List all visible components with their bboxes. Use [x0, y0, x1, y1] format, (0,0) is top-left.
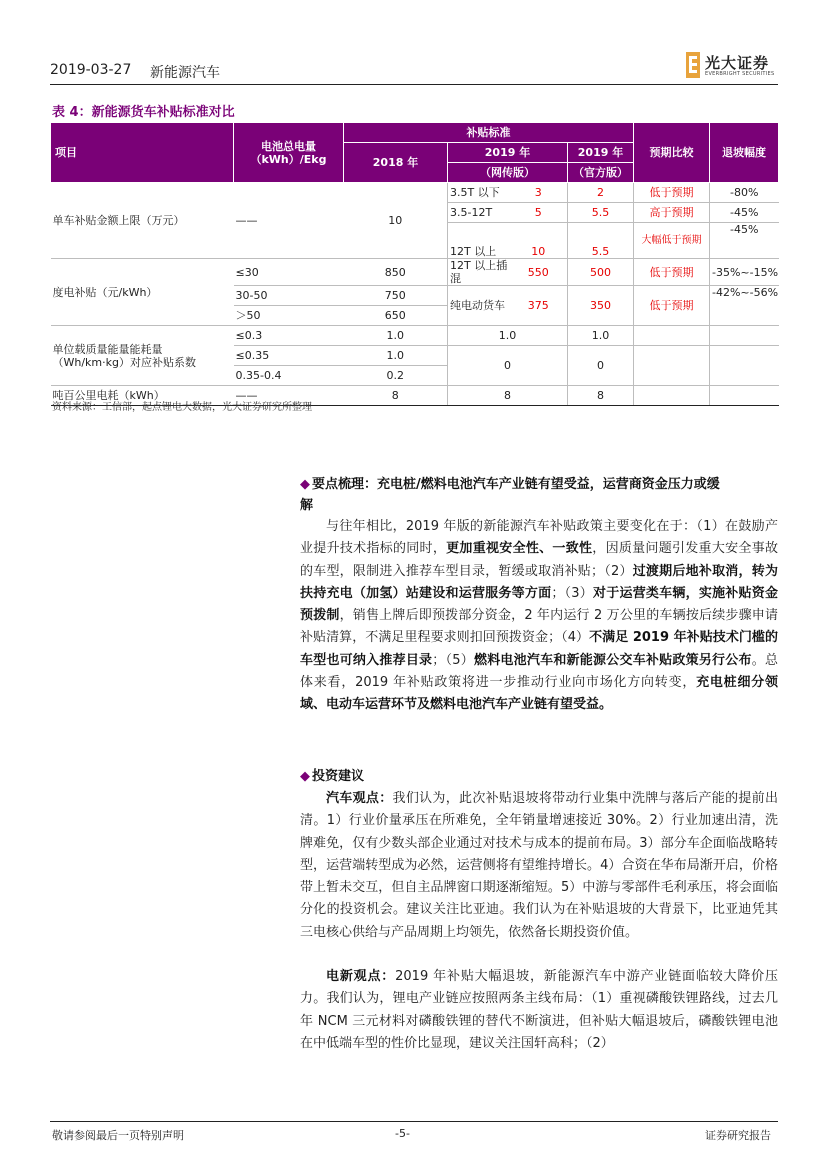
cell: 3 [510, 183, 568, 203]
th-2019-official: 2019 年 [568, 143, 634, 163]
diamond-bullet-icon: ◆ [300, 477, 310, 492]
cell [634, 326, 710, 346]
cell: 3.5T 以下 [448, 183, 510, 203]
cell: 650 [344, 306, 448, 326]
cell: ＞50 [234, 306, 344, 326]
cell: ≤0.3 [234, 326, 344, 346]
row-label-energy: 单位载质量能量能耗量 （Wh/km·kg）对应补贴系数 [51, 326, 234, 386]
cell: 8 [344, 386, 448, 406]
cell: 低于预期 [634, 183, 710, 203]
cell: 5 [510, 203, 568, 223]
cell: 8 [448, 386, 568, 406]
cell: 5.5 [568, 203, 634, 223]
th-decline: 退坡幅度 [710, 123, 779, 183]
th-2019-leaked-sub: （网传版） [448, 163, 568, 183]
auto-view-paragraph: 汽车观点：我们认为，此次补贴退坡将带动行业集中洗牌与落后产能的提前出清。1）行业价量承压在所难免，全年销量增速接近 30%。2）行业加速出清，洗牌难免，仅有少数头部企业通过对技术与成本的提前布局。3）部分车企面临战略转型，运营端转型成为必然，运营侧将有望维持增长。4）合资在华布局渐开启，价格带上暂未交互，但自主品牌窗口期逐渐缩短。5）中游与零部件毛利承压，将会面临分化的投资机会。建议关注比亚迪。我们认为在补贴退坡的大背景下，比亚迪凭其三电核心供给与产品周期上均领先，依然备长期投资价值。 [300, 791, 778, 940]
cell [710, 326, 779, 346]
subsidy-table [50, 122, 778, 406]
th-subsidy: 补贴标准 [344, 123, 634, 143]
cell: 0.2 [344, 366, 448, 386]
cell: 500 [568, 259, 634, 286]
cell: 10 [510, 223, 568, 259]
cell: 375 [510, 286, 568, 326]
cell: 30-50 [234, 286, 344, 306]
cell: 12T 以上 [448, 223, 510, 259]
company-logo [686, 52, 786, 82]
cell: 750 [344, 286, 448, 306]
row-label-ton: 吨百公里电耗（kWh） [51, 386, 234, 406]
cell: 1.0 [448, 326, 568, 346]
section-heading-invest: ◆ 投资建议 [300, 769, 365, 784]
cell: 5.5 [568, 223, 634, 259]
th-item: 项目 [51, 123, 234, 183]
cell: 3.5-12T [448, 203, 510, 223]
cell: 高于预期 [634, 203, 710, 223]
cell: 550 [510, 259, 568, 286]
electric-view-paragraph: 电新观点：2019 年补贴大幅退坡，新能源汽车中游产业链面临较大降价压力。我们认为，锂电产业链应按照两条主线布局：（1）重视磷酸铁锂路线，过去几年 NCM 三元材料对磷酸铁锂的替代不断演进，但补贴大幅退坡后，磷酸铁锂电池在中低端车型的性价比显现，建议关注国轩高科；（2） [300, 969, 778, 1051]
report-date: 2019-03-27 [50, 62, 132, 78]
cell: 1.0 [344, 326, 448, 346]
summary-paragraph: 与往年相比，2019 年版的新能源汽车补贴政策主要变化在于：（1）在鼓励产业提升技术指标的同时，更加重视安全性、一致性，因质量问题引发重大安全事故的车型，限制进入推荐车型目录，暂缓或取消补贴；（2）过渡期后地补取消，转为扶持充电（加氢）站建设和运营服务等方面；（3）对于运营类车辆，实施补贴资金预拨制，销售上牌后即预拨部分资金，2 年内运行 2 万公里的车辆按后续步骤申请补贴清算，不满足里程要求则扣回预拨资金；（4）不满足 2019 年补贴技术门槛的车型也可纳入推荐目录；（5）燃料电池汽车和新能源公交车补贴政策另行公布。总体来看，2019 年补贴政策将进一步推动行业向市场化方向转变，充电桩细分领域、电动车运营环节及燃料电池汽车产业链有望受益。 [300, 519, 778, 713]
cell: 8 [568, 386, 634, 406]
report-sector: 新能源汽车 [150, 65, 220, 81]
cell: 1.0 [568, 326, 634, 346]
cell: -80% [710, 183, 779, 203]
cell [710, 346, 779, 386]
logo-subtitle: EVERBRIGHT SECURITIES [705, 71, 775, 77]
cell [634, 346, 710, 386]
cell: —— [234, 183, 344, 259]
cell: 10 [344, 183, 448, 259]
cell: 大幅低于预期 [634, 223, 710, 259]
cell: 350 [568, 286, 634, 326]
cell: 纯电动货车 [448, 286, 510, 326]
th-compare: 预期比较 [634, 123, 710, 183]
th-2018: 2018 年 [344, 143, 448, 183]
cell: 2 [568, 183, 634, 203]
cell: -35%~-15% [710, 259, 779, 286]
diamond-bullet-icon: ◆ [300, 769, 310, 784]
cell: 低于预期 [634, 286, 710, 326]
cell: -42%~-56% [710, 286, 779, 326]
cell: -45% [710, 223, 779, 259]
cell: ≤0.35 [234, 346, 344, 366]
cell: 12T 以上插混 [448, 259, 510, 286]
footer-divider [50, 1121, 778, 1122]
cell: 0 [448, 346, 568, 386]
row-label-kwh: 度电补贴（元/kWh） [51, 259, 234, 326]
table-source: 资料来源：工信部，起点锂电大数据，光大证券研究所整理 [52, 402, 312, 413]
table-title: 表 4：新能源货车补贴标准对比 [52, 105, 235, 120]
th-2019-official-sub: （官方版） [568, 163, 634, 183]
cell [710, 386, 779, 406]
cell: 0.35-0.4 [234, 366, 344, 386]
cell: 850 [344, 259, 448, 286]
th-battery: 电池总电量 （kWh）/Ekg [234, 123, 344, 183]
th-2019-leaked: 2019 年 [448, 143, 568, 163]
page-number: -5- [395, 1127, 410, 1140]
footer-disclaimer: 敬请参阅最后一页特别声明 [52, 1129, 184, 1142]
row-label-cap: 单车补贴金额上限（万元） [51, 183, 234, 259]
footer-report-type: 证券研究报告 [705, 1129, 771, 1142]
section-heading-summary: ◆ 要点梳理：充电桩/燃料电池汽车产业链有望受益，运营商资金压力或缓 [300, 477, 720, 492]
header-divider [50, 84, 778, 85]
table-row [51, 183, 779, 203]
table-row [51, 259, 779, 286]
cell [634, 386, 710, 406]
cell: ≤30 [234, 259, 344, 286]
cell: 低于预期 [634, 259, 710, 286]
logo-mark-icon [686, 52, 700, 78]
section-heading-summary-cont: 解 [300, 498, 314, 513]
cell: 0 [568, 346, 634, 386]
cell: -45% [710, 203, 779, 223]
table-row [51, 326, 779, 346]
logo-name: 光大证券 [705, 54, 770, 72]
cell: 1.0 [344, 346, 448, 366]
cell: —— [234, 386, 344, 406]
